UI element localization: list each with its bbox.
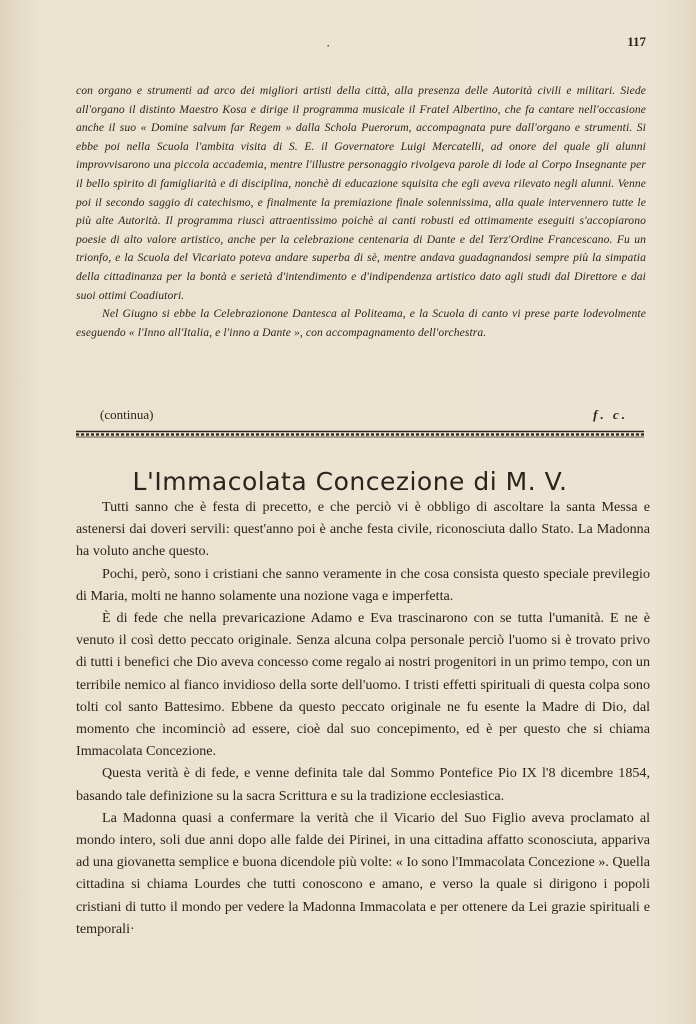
article-paragraph: Questa verità è di fede, e venne definita tale dal Sommo Pontefice Pio IX l'8 dicembre 1854, basando tale definizione su la sacra Scrittura e su la tradizione ecclesiastica.: [76, 765, 650, 804]
previous-article-paragraph: con organo e strumenti ad arco dei migliori artisti della città, alla presenza delle Autorità civili e militari. Siede all'organo il distinto Maestro Kosa e dirige il programma musicale il Fratel Albertino, che fa cantare nell'occasione anche il suo « Domine salvum far Regem » dalla Schola Puerorum, accompagnata pure dall'organo e strumenti. Si ebbe poi nella Scuola l'ambita visita di S. E. il Governatore Luigi Mercatelli, ad onore del quale gli alunni improvvisarono una piccola accademia, mentre l'illustre personaggio rivolgeva parole di lode al Corpo Insegnante per il bello spirito di famigliarità e di disciplina, nonchè di educazione squisita che egli aveva rilevato negli alunni. Venne poi il secondo saggio di catechismo, e finalmente la premiazione finale solennissima, alla quale intervennero tutte le più alte Autorità. Il programma riuscì attraentissimo poichè ai canti robusti ed ottimamente eseguiti s'accopiarono poesie di alto valore artistico, anche per la celebrazione centenaria di Dante e del Terz'Ordine Francescano. Fu un trionfo, e la Scuola del Vicariato poteva andare superba di sè, mentre andava guadagnandosi sempre più la simpatia della cittadinanza per la bontà e serietà d'intendimento e d'indipendenza artistico dato agli studi dal Direttore e dai suoi ottimi Coadiutori.: [76, 84, 646, 302]
author-signature: f. c.: [593, 407, 628, 422]
continua-label: (continua): [100, 407, 154, 422]
previous-article-text: [76, 82, 646, 342]
previous-article-paragraph: Nel Giugno si ebbe la Celebrazionone Dantesca al Politeama, e la Scuola di canto vi prese parte lodevolmente eseguendo « l'Inno all'Italia, e l'inno a Dante », con accompagnamento dell'orchestra.: [76, 307, 646, 339]
page-number: 117: [627, 34, 646, 49]
section-divider: [76, 430, 644, 438]
continuation-row: [100, 407, 628, 423]
page-mark: ·: [326, 38, 331, 53]
article-title: L'Immacolata Concezione di M. V.: [132, 466, 568, 496]
article-paragraph: Pochi, però, sono i cristiani che sanno veramente in che cosa consista questo speciale previlegio di Maria, molti ne hanno solamente una nozione vaga e imperfetta.: [76, 565, 650, 604]
article-paragraph: Tutti sanno che è festa di precetto, e che perciò vi è obbligo di ascoltare la santa Messa e astenersi dai doveri servili: quest'anno poi è anche festa civile, riconosciuta dallo Stato. La Madonna ha voluto anche questo.: [76, 499, 650, 560]
article-paragraph: È di fede che nella prevaricazione Adamo e Eva trascinarono con se tutta l'umanità. E ne è venuto il così detto peccato originale. Senza alcuna colpa personale perciò l'uomo si è trovato privo di tutti i benefici che Dio aveva concesso come regalo ai nostri progenitori in un primo tempo, con un terribile nemico al fianco invidioso della sorte dell'uomo. I tristi effetti spirituali di questa colpa sono tolti col santo Battesimo. Ebbene da questo peccato originale ne fu esente la Madre di Dio, dal momento che incominciò ad essere, cioè dal suo concepimento, ed è per questo che si chiama Immacolata Concezione.: [76, 610, 650, 760]
article-paragraph: La Madonna quasi a confermare la verità che il Vicario del Suo Figlio aveva proclamato al mondo intero, soli due anni dopo alle falde dei Pirinei, in una cittadina affatto sconosciuta, appariva ad una giovanetta semplice e buona dicendole più volte: « Io sono l'Immacolata Concezione ». Quella cittadina si chiama Lourdes che tutti conoscono e amano, e verso la quale si dirigono i popoli cristiani di tutto il mondo per vedere la Madonna Immacolata e per ottenere da Lei grazie spirituali e temporali·: [76, 809, 650, 937]
article-body: [76, 496, 650, 940]
